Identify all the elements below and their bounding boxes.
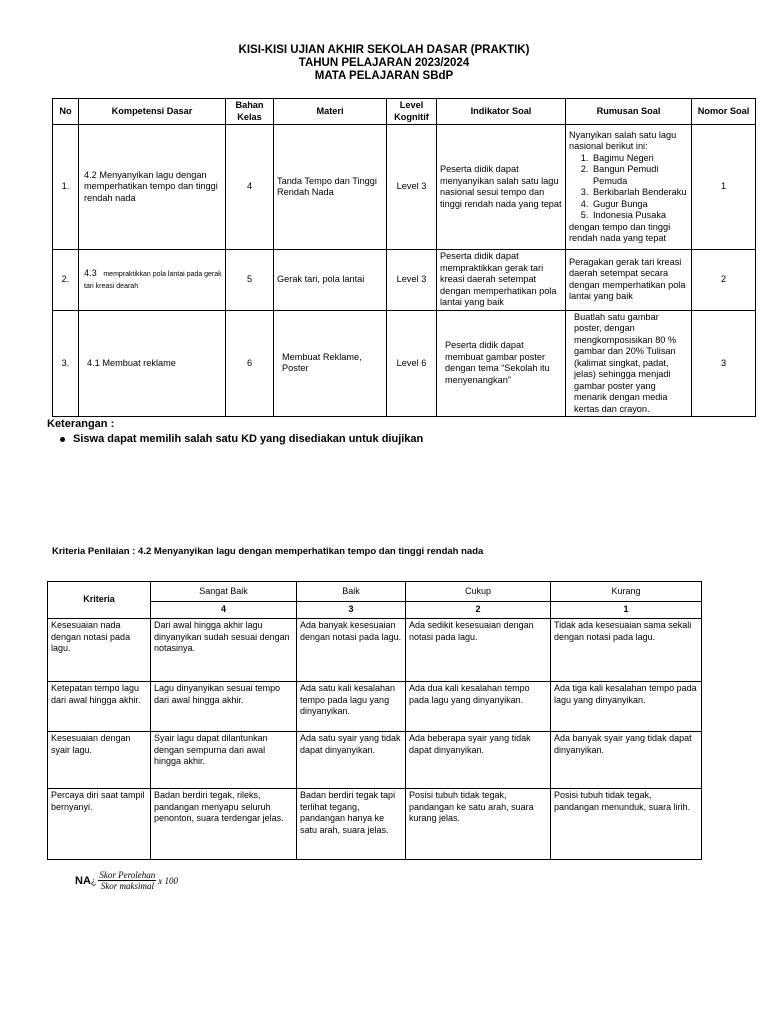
header-title: KISI-KISI UJIAN AKHIR SEKOLAH DASAR (PRAKTIK) [238,44,530,56]
score-3: 3 [297,602,406,619]
row-indikator: Peserta didik dapat menyanyikan salah satu lagu nasional sesui tempo dan tinggi rendah nada yang tepat [437,125,566,250]
row-kelas: 5 [226,250,274,311]
criteria-name: Kesesuaian dengan syair lagu. [48,732,151,789]
col-rumusan-soal: Rumusan Soal [566,99,692,125]
score-formula [75,870,178,891]
col-no: No [53,99,79,125]
criteria-cell: Ada satu syair yang tidak dapat dinyanyikan. [297,732,406,789]
formula-denominator: Skor maksimal [100,881,154,891]
row-kompetensi-dasar: 4.2 Menyanyikan lagu dengan memperhatikan tempo dan tinggi rendah nada [79,125,226,250]
formula-numerator: Skor Perolehan [99,870,156,880]
score-2: 2 [406,602,551,619]
row-materi: Membuat Reklame, Poster [274,310,387,417]
formula-na: NA [75,874,91,887]
row-materi: Tanda Tempo dan Tinggi Rendah Nada [274,125,387,250]
criteria-cell: Ada banyak kesesuaian dengan notasi pada lagu. [297,619,406,682]
row-no: 3. [53,310,79,417]
criteria-name: Percaya diri saat tampil bernyanyi. [48,789,151,860]
criteria-cell: Syair lagu dapat dilantunkan dengan sempurna dari awal hingga akhir. [151,732,297,789]
criteria-cell: Ada dua kali kesalahan tempo pada lagu yang dinyanyikan. [406,682,551,732]
row-rumusan: Buatlah satu gambar poster, dengan mengkomposisikan 80 % gambar dan 20% Tulisan (kalimat singkat, padat, jelas) sehingga menjadi gambar poster yang menarik dengan media kertas dan crayon. [566,310,692,417]
keterangan-text: Siswa dapat memilih salah satu KD yang disediakan untuk diujikan [73,433,424,445]
keterangan-label: Keterangan : [47,418,115,430]
kriteria-penilaian-title: Kriteria Penilaian : 4.2 Menyanyikan lagu dengan memperhatikan tempo dan tinggi rendah nada [52,546,484,557]
rubric-level-row [48,582,702,602]
col-materi: Materi [274,99,387,125]
row-kompetensi-dasar [79,250,226,311]
row-rumusan [566,125,692,250]
table-row [48,682,702,732]
col-bahan-kelas: Bahan Kelas [226,99,274,125]
level-sangat-baik: Sangat Baik [151,582,297,602]
criteria-cell: Dari awal hingga akhir lagu dinyanyikan sudah sesuai dengan notasinya. [151,619,297,682]
row-kelas: 6 [226,310,274,417]
criteria-cell: Tidak ada kesesuaian sama sekali dengan notasi pada lagu. [551,619,702,682]
table-row [48,732,702,789]
criteria-cell: Ada tiga kali kesalahan tempo pada lagu yang dinyanyikan. [551,682,702,732]
criteria-name: Ketepatan tempo lagu dari awal hingga akhir. [48,682,151,732]
criteria-cell: Badan berdiri tegak, rileks, pandangan menyapu seluruh penonton, suara terdengar jelas. [151,789,297,860]
formula-fraction [98,870,156,891]
criteria-cell: Lagu dinyanyikan sesuai tempo dari awal hingga akhir. [151,682,297,732]
table-row [48,789,702,860]
criteria-cell: Ada satu kali kesalahan tempo pada lagu yang dinyanyikan. [297,682,406,732]
table-row [53,125,756,250]
table-row [53,310,756,417]
list-item: 3. Berkibarlah Benderaku [591,187,688,199]
row-indikator: Peserta didik dapat membuat gambar poster dengan tema “Sekolah itu menyenangkan” [437,310,566,417]
criteria-cell: Posisi tubuh tidak tegak, pandangan menunduk, suara lirih. [551,789,702,860]
level-cukup: Cukup [406,582,551,602]
row-indikator: Peserta didik dapat mempraktikkan gerak tari kreasi daerah setempat dengan memperhatikan pola lantai yang baik [437,250,566,311]
criteria-cell: Posisi tubuh tidak tegak, pandangan ke satu arah, suara kurang jelas. [406,789,551,860]
row-nomor: 2 [692,250,756,311]
kd-text: mempraktikkan pola lantai pada gerak tari kreasi dearah [84,270,222,290]
rumusan-intro: Nyanyikan salah satu lagu nasional berikut ini: [569,129,677,151]
criteria-cell: Ada banyak syair yang tidak dapat dinyanyikan. [551,732,702,789]
header-year: TAHUN PELAJARAN 2023/2024 [298,57,470,69]
col-level-kognitif: Level Kognitif [387,99,437,125]
row-rumusan: Peragakan gerak tari kreasi daerah setempat secara dengan memperhatikan pola lantai yang baik [566,250,692,311]
rubric-table [47,581,702,860]
formula-eq: ¿ [90,875,97,886]
rumusan-outro: dengan tempo dan tinggi rendah nada yang tepat [569,221,671,243]
row-kompetensi-dasar: 4.1 Membuat reklame [79,310,226,417]
level-baik: Baik [297,582,406,602]
row-nomor: 3 [692,310,756,417]
col-kompetensi-dasar: Kompetensi Dasar [79,99,226,125]
row-no: 1. [53,125,79,250]
table-row [48,619,702,682]
col-nomor-soal: Nomor Soal [692,99,756,125]
row-materi: Gerak tari, pola lantai [274,250,387,311]
keterangan-item [60,433,423,445]
kd-number: 4.3 [84,267,97,278]
row-level: Level 6 [387,310,437,417]
rubric-criteria-header: Kriteria [48,582,151,619]
song-list [569,153,688,222]
formula-multiplier: x 100 [158,875,179,886]
criteria-cell: Badan berdiri tegak tapi terlihat tegang, pandangan hanya ke satu arah, suara jelas. [297,789,406,860]
list-item: 2. Bangun Pemudi Pemuda [591,164,688,187]
header-subject: MATA PELAJARAN SBdP [314,70,454,82]
criteria-cell: Ada beberapa syair yang tidak dapat dinyanyikan. [406,732,551,789]
bullet-icon [60,437,65,442]
row-kelas: 4 [226,125,274,250]
score-4: 4 [151,602,297,619]
kisi-kisi-table [52,98,756,417]
document-header [0,44,768,83]
list-item: 4. Gugur Bunga [591,199,688,211]
row-no: 2. [53,250,79,311]
score-1: 1 [551,602,702,619]
col-indikator-soal: Indikator Soal [437,99,566,125]
level-kurang: Kurang [551,582,702,602]
list-item: 1. Bagimu Negeri [591,153,688,165]
table-header-row [53,99,756,125]
list-item: 5. Indonesia Pusaka [591,210,688,222]
row-level: Level 3 [387,250,437,311]
criteria-cell: Ada sedikit kesesuaian dengan notasi pada lagu. [406,619,551,682]
table-row [53,250,756,311]
row-level: Level 3 [387,125,437,250]
row-nomor: 1 [692,125,756,250]
criteria-name: Kesesuaian nada dengan notasi pada lagu. [48,619,151,682]
